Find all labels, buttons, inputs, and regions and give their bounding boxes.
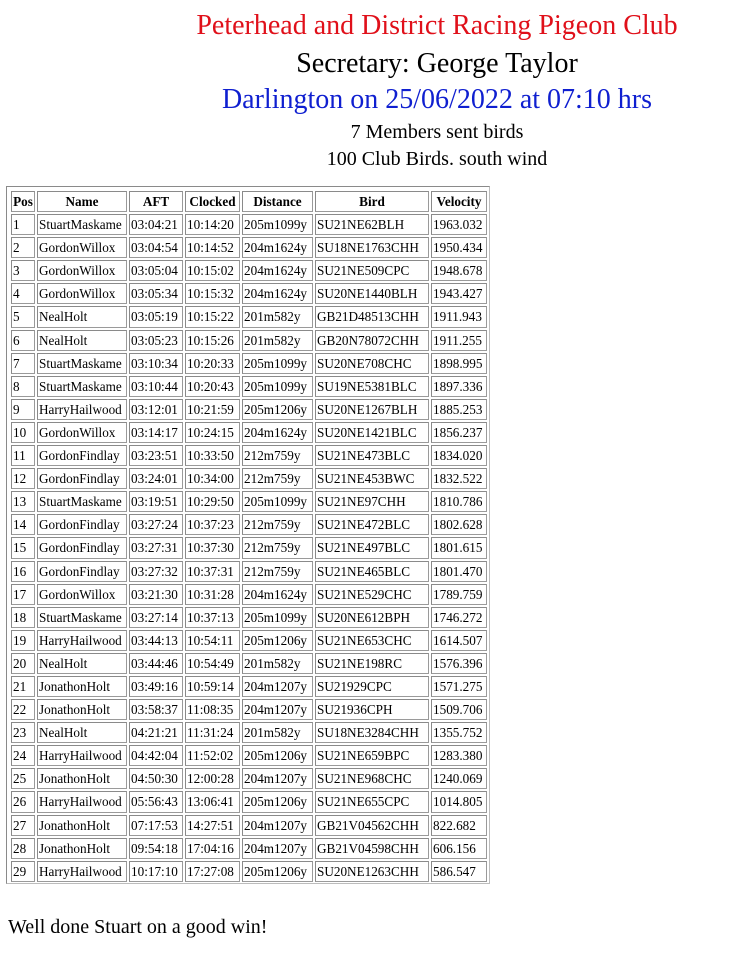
table-cell: 201m582y bbox=[242, 653, 313, 674]
table-cell: 03:05:04 bbox=[129, 260, 183, 281]
table-cell: 04:21:21 bbox=[129, 722, 183, 743]
members-line: 7 Members sent birds bbox=[350, 121, 524, 143]
table-cell: 212m759y bbox=[242, 514, 313, 535]
table-cell: 03:27:31 bbox=[129, 537, 183, 558]
table-cell: 201m582y bbox=[242, 722, 313, 743]
table-cell: NealHolt bbox=[37, 306, 127, 327]
table-cell: 204m1207y bbox=[242, 676, 313, 697]
table-cell: 606.156 bbox=[431, 838, 487, 859]
footer-message: Well done Stuart on a good win! bbox=[8, 916, 268, 938]
table-row bbox=[11, 537, 487, 558]
results-table bbox=[9, 189, 489, 884]
table-row bbox=[11, 791, 487, 812]
table-cell: 28 bbox=[11, 838, 35, 859]
table-cell: 205m1099y bbox=[242, 214, 313, 235]
table-cell: SU20NE1263CHH bbox=[315, 861, 429, 882]
table-cell: StuartMaskame bbox=[37, 376, 127, 397]
column-header: AFT bbox=[129, 191, 183, 212]
table-cell: 24 bbox=[11, 745, 35, 766]
table-cell: 204m1624y bbox=[242, 237, 313, 258]
table-cell: 1948.678 bbox=[431, 260, 487, 281]
table-cell: GB20N78072CHH bbox=[315, 330, 429, 351]
table-cell: 14:27:51 bbox=[185, 815, 240, 836]
table-cell: 8 bbox=[11, 376, 35, 397]
table-cell: 03:23:51 bbox=[129, 445, 183, 466]
table-cell: 14 bbox=[11, 514, 35, 535]
table-row bbox=[11, 676, 487, 697]
table-cell: 1801.615 bbox=[431, 537, 487, 558]
table-cell: StuartMaskame bbox=[37, 214, 127, 235]
table-cell: SU21NE509CPC bbox=[315, 260, 429, 281]
table-cell: HarryHailwood bbox=[37, 399, 127, 420]
table-cell: 1509.706 bbox=[431, 699, 487, 720]
table-cell: 1856.237 bbox=[431, 422, 487, 443]
table-cell: 1014.805 bbox=[431, 791, 487, 812]
table-cell: SU21NE62BLH bbox=[315, 214, 429, 235]
table-row bbox=[11, 260, 487, 281]
table-cell: 13:06:41 bbox=[185, 791, 240, 812]
column-header: Pos bbox=[11, 191, 35, 212]
table-cell: 03:49:16 bbox=[129, 676, 183, 697]
column-header: Clocked bbox=[185, 191, 240, 212]
table-cell: HarryHailwood bbox=[37, 630, 127, 651]
table-cell: SU20NE1421BLC bbox=[315, 422, 429, 443]
table-cell: HarryHailwood bbox=[37, 861, 127, 882]
table-cell: 10:54:11 bbox=[185, 630, 240, 651]
club-title: Peterhead and District Racing Pigeon Club bbox=[196, 10, 678, 41]
table-row bbox=[11, 607, 487, 628]
table-cell: 10:21:59 bbox=[185, 399, 240, 420]
table-cell: 11:08:35 bbox=[185, 699, 240, 720]
table-cell: StuartMaskame bbox=[37, 353, 127, 374]
table-cell: 10:14:52 bbox=[185, 237, 240, 258]
table-cell: 1950.434 bbox=[431, 237, 487, 258]
table-cell: 9 bbox=[11, 399, 35, 420]
table-cell: GB21V04598CHH bbox=[315, 838, 429, 859]
table-cell: GordonWillox bbox=[37, 283, 127, 304]
table-cell: 205m1099y bbox=[242, 353, 313, 374]
table-cell: 212m759y bbox=[242, 537, 313, 558]
table-cell: GordonWillox bbox=[37, 260, 127, 281]
table-cell: GB21D48513CHH bbox=[315, 306, 429, 327]
table-cell: HarryHailwood bbox=[37, 745, 127, 766]
table-cell: 212m759y bbox=[242, 468, 313, 489]
table-row bbox=[11, 330, 487, 351]
table-cell: SU21NE653CHC bbox=[315, 630, 429, 651]
table-cell: 09:54:18 bbox=[129, 838, 183, 859]
table-row bbox=[11, 699, 487, 720]
table-cell: 201m582y bbox=[242, 330, 313, 351]
table-row bbox=[11, 491, 487, 512]
table-cell: 03:10:44 bbox=[129, 376, 183, 397]
table-cell: 205m1099y bbox=[242, 376, 313, 397]
table-cell: 03:27:32 bbox=[129, 561, 183, 582]
table-cell: JonathonHolt bbox=[37, 676, 127, 697]
table-cell: 1911.255 bbox=[431, 330, 487, 351]
table-cell: GordonFindlay bbox=[37, 537, 127, 558]
table-cell: 23 bbox=[11, 722, 35, 743]
table-cell: 10:37:31 bbox=[185, 561, 240, 582]
table-cell: 03:04:54 bbox=[129, 237, 183, 258]
table-cell: SU18NE1763CHH bbox=[315, 237, 429, 258]
table-cell: SU21NE473BLC bbox=[315, 445, 429, 466]
table-cell: 1746.272 bbox=[431, 607, 487, 628]
table-cell: GordonWillox bbox=[37, 237, 127, 258]
table-cell: 10:20:43 bbox=[185, 376, 240, 397]
table-cell: 212m759y bbox=[242, 561, 313, 582]
table-cell: 03:58:37 bbox=[129, 699, 183, 720]
table-cell: 6 bbox=[11, 330, 35, 351]
table-cell: 10 bbox=[11, 422, 35, 443]
race-line: Darlington on 25/06/2022 at 07:10 hrs bbox=[221, 84, 653, 115]
table-cell: 10:34:00 bbox=[185, 468, 240, 489]
table-row bbox=[11, 283, 487, 304]
table-cell: 212m759y bbox=[242, 445, 313, 466]
table-cell: 5 bbox=[11, 306, 35, 327]
table-cell: 1801.470 bbox=[431, 561, 487, 582]
table-cell: GordonFindlay bbox=[37, 468, 127, 489]
table-cell: 3 bbox=[11, 260, 35, 281]
table-cell: 12 bbox=[11, 468, 35, 489]
table-cell: JonathonHolt bbox=[37, 815, 127, 836]
table-row bbox=[11, 422, 487, 443]
table-cell: JonathonHolt bbox=[37, 768, 127, 789]
table-body bbox=[11, 214, 487, 882]
table-cell: 17:27:08 bbox=[185, 861, 240, 882]
table-cell: 205m1206y bbox=[242, 861, 313, 882]
table-cell: 1 bbox=[11, 214, 35, 235]
table-cell: SU20NE708CHC bbox=[315, 353, 429, 374]
table-cell: 205m1099y bbox=[242, 607, 313, 628]
table-cell: 7 bbox=[11, 353, 35, 374]
table-cell: 10:24:15 bbox=[185, 422, 240, 443]
table-cell: 586.547 bbox=[431, 861, 487, 882]
table-row bbox=[11, 306, 487, 327]
table-cell: 822.682 bbox=[431, 815, 487, 836]
table-cell: 1810.786 bbox=[431, 491, 487, 512]
table-cell: 1885.253 bbox=[431, 399, 487, 420]
table-cell: 1571.275 bbox=[431, 676, 487, 697]
table-cell: 03:44:13 bbox=[129, 630, 183, 651]
table-cell: 205m1206y bbox=[242, 399, 313, 420]
table-cell: 10:20:33 bbox=[185, 353, 240, 374]
table-cell: SU20NE612BPH bbox=[315, 607, 429, 628]
table-cell: 1283.380 bbox=[431, 745, 487, 766]
table-cell: 204m1207y bbox=[242, 768, 313, 789]
table-cell: 03:27:24 bbox=[129, 514, 183, 535]
table-cell: NealHolt bbox=[37, 653, 127, 674]
table-cell: 204m1624y bbox=[242, 584, 313, 605]
table-cell: 29 bbox=[11, 861, 35, 882]
table-cell: 10:15:22 bbox=[185, 306, 240, 327]
table-row bbox=[11, 237, 487, 258]
table-cell: 10:15:26 bbox=[185, 330, 240, 351]
table-cell: 4 bbox=[11, 283, 35, 304]
table-cell: 1963.032 bbox=[431, 214, 487, 235]
table-cell: 03:05:23 bbox=[129, 330, 183, 351]
table-row bbox=[11, 214, 487, 235]
table-cell: 1834.020 bbox=[431, 445, 487, 466]
table-row bbox=[11, 514, 487, 535]
table-cell: 1911.943 bbox=[431, 306, 487, 327]
table-cell: 1897.336 bbox=[431, 376, 487, 397]
table-cell: SU21NE465BLC bbox=[315, 561, 429, 582]
table-cell: 10:37:13 bbox=[185, 607, 240, 628]
table-cell: 11:52:02 bbox=[185, 745, 240, 766]
table-cell: 04:50:30 bbox=[129, 768, 183, 789]
table-cell: 07:17:53 bbox=[129, 815, 183, 836]
table-cell: 12:00:28 bbox=[185, 768, 240, 789]
table-cell: 18 bbox=[11, 607, 35, 628]
table-row bbox=[11, 445, 487, 466]
table-cell: 10:59:14 bbox=[185, 676, 240, 697]
table-cell: 10:37:30 bbox=[185, 537, 240, 558]
table-cell: 03:21:30 bbox=[129, 584, 183, 605]
table-cell: SU18NE3284CHH bbox=[315, 722, 429, 743]
table-cell: 1614.507 bbox=[431, 630, 487, 651]
table-cell: 11 bbox=[11, 445, 35, 466]
table-row bbox=[11, 584, 487, 605]
table-cell: 03:10:34 bbox=[129, 353, 183, 374]
table-cell: 05:56:43 bbox=[129, 791, 183, 812]
table-cell: 205m1206y bbox=[242, 745, 313, 766]
table-row bbox=[11, 630, 487, 651]
table-row bbox=[11, 815, 487, 836]
table-cell: 10:17:10 bbox=[129, 861, 183, 882]
table-cell: 204m1624y bbox=[242, 283, 313, 304]
table-cell: 03:44:46 bbox=[129, 653, 183, 674]
table-row bbox=[11, 353, 487, 374]
table-cell: 17 bbox=[11, 584, 35, 605]
table-cell: 204m1624y bbox=[242, 260, 313, 281]
table-cell: 10:29:50 bbox=[185, 491, 240, 512]
results-table-frame bbox=[6, 186, 490, 884]
table-cell: 26 bbox=[11, 791, 35, 812]
table-cell: 1943.427 bbox=[431, 283, 487, 304]
table-cell: 1832.522 bbox=[431, 468, 487, 489]
table-cell: SU21936CPH bbox=[315, 699, 429, 720]
table-cell: GB21V04562CHH bbox=[315, 815, 429, 836]
table-header-row bbox=[11, 191, 487, 212]
column-header: Velocity bbox=[431, 191, 487, 212]
table-cell: SU21NE529CHC bbox=[315, 584, 429, 605]
table-cell: 03:04:21 bbox=[129, 214, 183, 235]
table-cell: 1898.995 bbox=[431, 353, 487, 374]
table-row bbox=[11, 376, 487, 397]
birds-line: 100 Club Birds. south wind bbox=[326, 148, 548, 170]
table-row bbox=[11, 768, 487, 789]
table-cell: SU21NE198RC bbox=[315, 653, 429, 674]
table-cell: 10:54:49 bbox=[185, 653, 240, 674]
table-row bbox=[11, 861, 487, 882]
table-cell: 03:05:19 bbox=[129, 306, 183, 327]
table-cell: 201m582y bbox=[242, 306, 313, 327]
table-row bbox=[11, 745, 487, 766]
table-cell: 21 bbox=[11, 676, 35, 697]
table-cell: SU19NE5381BLC bbox=[315, 376, 429, 397]
table-cell: 205m1099y bbox=[242, 491, 313, 512]
table-cell: 04:42:04 bbox=[129, 745, 183, 766]
table-row bbox=[11, 838, 487, 859]
table-row bbox=[11, 653, 487, 674]
table-cell: 10:15:32 bbox=[185, 283, 240, 304]
table-cell: SU21NE472BLC bbox=[315, 514, 429, 535]
table-cell: SU20NE1267BLH bbox=[315, 399, 429, 420]
table-cell: SU21929CPC bbox=[315, 676, 429, 697]
table-cell: 03:05:34 bbox=[129, 283, 183, 304]
table-cell: StuartMaskame bbox=[37, 491, 127, 512]
table-cell: 03:12:01 bbox=[129, 399, 183, 420]
table-cell: 204m1207y bbox=[242, 699, 313, 720]
table-cell: GordonFindlay bbox=[37, 514, 127, 535]
table-cell: 25 bbox=[11, 768, 35, 789]
table-cell: 11:31:24 bbox=[185, 722, 240, 743]
column-header: Distance bbox=[242, 191, 313, 212]
table-cell: 1355.752 bbox=[431, 722, 487, 743]
table-cell: 22 bbox=[11, 699, 35, 720]
table-cell: 17:04:16 bbox=[185, 838, 240, 859]
table-cell: 2 bbox=[11, 237, 35, 258]
table-cell: SU21NE659BPC bbox=[315, 745, 429, 766]
table-cell: GordonFindlay bbox=[37, 561, 127, 582]
table-cell: GordonWillox bbox=[37, 584, 127, 605]
table-cell: SU21NE655CPC bbox=[315, 791, 429, 812]
table-cell: SU20NE1440BLH bbox=[315, 283, 429, 304]
table-cell: 03:14:17 bbox=[129, 422, 183, 443]
table-cell: 10:37:23 bbox=[185, 514, 240, 535]
column-header: Bird bbox=[315, 191, 429, 212]
table-row bbox=[11, 722, 487, 743]
table-cell: 20 bbox=[11, 653, 35, 674]
table-cell: NealHolt bbox=[37, 330, 127, 351]
table-cell: 1802.628 bbox=[431, 514, 487, 535]
table-cell: JonathonHolt bbox=[37, 838, 127, 859]
table-cell: SU21NE97CHH bbox=[315, 491, 429, 512]
table-cell: 10:31:28 bbox=[185, 584, 240, 605]
table-cell: 15 bbox=[11, 537, 35, 558]
table-cell: GordonFindlay bbox=[37, 445, 127, 466]
table-cell: 204m1624y bbox=[242, 422, 313, 443]
table-row bbox=[11, 399, 487, 420]
table-cell: 16 bbox=[11, 561, 35, 582]
secretary-line: Secretary: George Taylor bbox=[296, 48, 578, 79]
table-cell: 10:15:02 bbox=[185, 260, 240, 281]
table-cell: StuartMaskame bbox=[37, 607, 127, 628]
table-cell: SU21NE453BWC bbox=[315, 468, 429, 489]
table-cell: 19 bbox=[11, 630, 35, 651]
table-cell: NealHolt bbox=[37, 722, 127, 743]
table-cell: HarryHailwood bbox=[37, 791, 127, 812]
table-cell: 10:33:50 bbox=[185, 445, 240, 466]
table-cell: 13 bbox=[11, 491, 35, 512]
table-cell: 204m1207y bbox=[242, 838, 313, 859]
column-header: Name bbox=[37, 191, 127, 212]
table-row bbox=[11, 468, 487, 489]
table-cell: 03:19:51 bbox=[129, 491, 183, 512]
table-cell: 27 bbox=[11, 815, 35, 836]
table-cell: 10:14:20 bbox=[185, 214, 240, 235]
table-cell: 1576.396 bbox=[431, 653, 487, 674]
table-cell: 204m1207y bbox=[242, 815, 313, 836]
table-cell: 205m1206y bbox=[242, 630, 313, 651]
table-cell: SU21NE497BLC bbox=[315, 537, 429, 558]
table-cell: GordonWillox bbox=[37, 422, 127, 443]
table-cell: 1789.759 bbox=[431, 584, 487, 605]
table-row bbox=[11, 561, 487, 582]
table-cell: 205m1206y bbox=[242, 791, 313, 812]
table-cell: 03:24:01 bbox=[129, 468, 183, 489]
table-cell: 1240.069 bbox=[431, 768, 487, 789]
table-cell: SU21NE968CHC bbox=[315, 768, 429, 789]
table-cell: JonathonHolt bbox=[37, 699, 127, 720]
table-cell: 03:27:14 bbox=[129, 607, 183, 628]
